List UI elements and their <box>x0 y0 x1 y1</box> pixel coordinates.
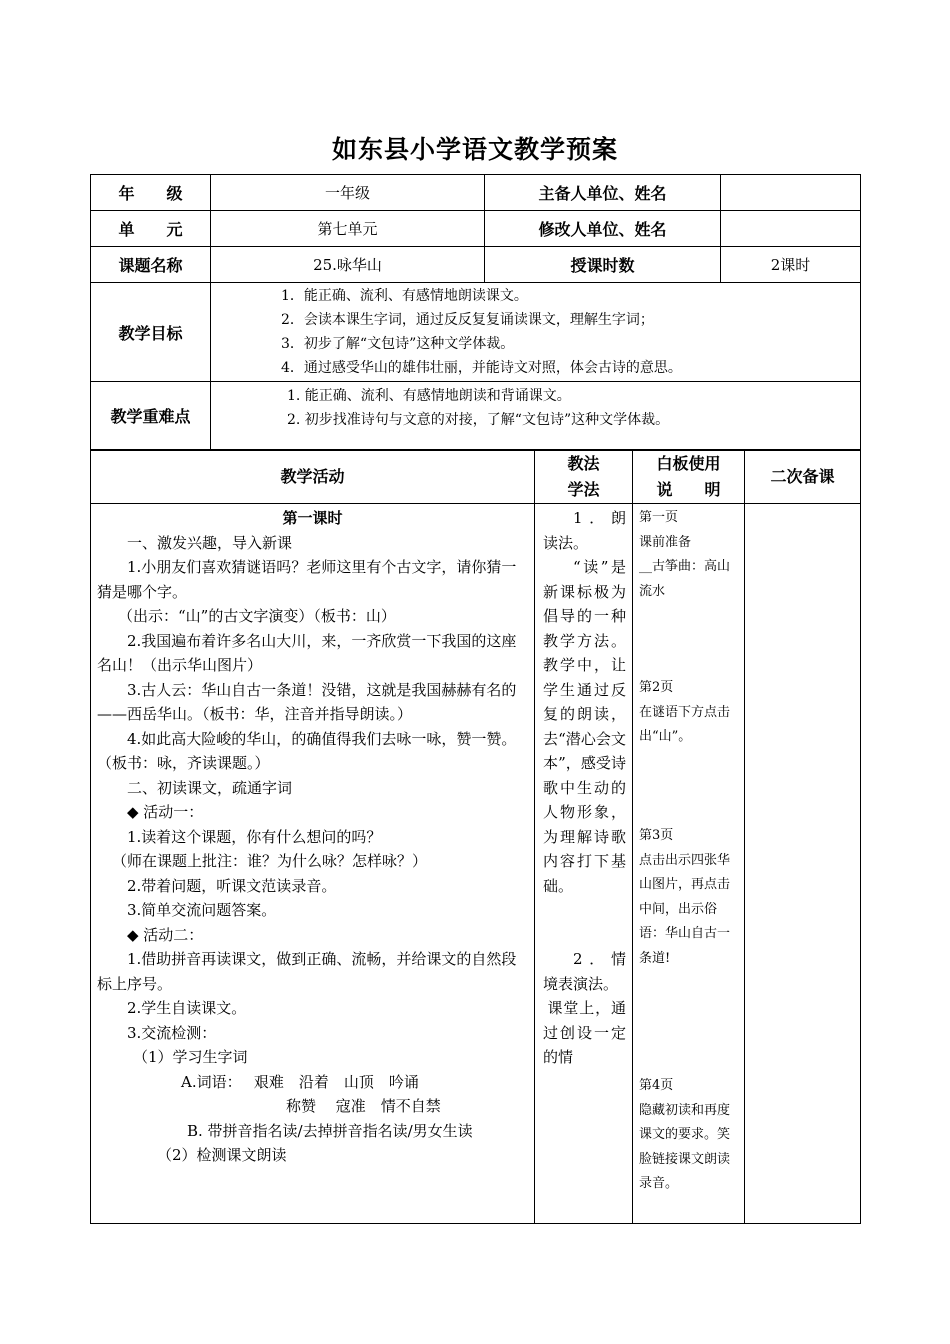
wb-page: 第一页 <box>639 510 679 525</box>
lesson-heading: 第一课时 <box>282 509 343 527</box>
activity-line: 称赞 寇准 情不自禁 <box>286 1097 441 1115</box>
activity-line: B. 带拼音指名读/去掉拼音指名读/男女生读 <box>187 1121 473 1140</box>
header-second: 二次备课 <box>745 451 861 504</box>
second-prep-cell <box>745 504 861 1224</box>
whiteboard-note <box>639 824 740 1074</box>
reviser-label: 修改人单位、姓名 <box>485 211 721 247</box>
wb-line: 隐藏初读和再度课文的要求。笑脸链接课文朗读录音。 <box>639 1102 731 1191</box>
info-table <box>90 174 861 450</box>
goal-item: 1．能正确、流利、有感情地朗读课文。 <box>281 288 528 304</box>
key-item: 2. 初步找准诗句与文意的对接，了解“文包诗”这种文学体裁。 <box>287 412 670 428</box>
key-item: 1. 能正确、流利、有感情地朗读和背诵课文。 <box>287 388 571 404</box>
reviser-value <box>721 211 861 247</box>
activity-line: 1.小朋友们喜欢猜谜语吗？老师这里有个古文字，请你猜一猜是哪个字。 <box>97 558 517 601</box>
grade-label: 年 级 <box>91 175 211 211</box>
goal-item: 2．会读本课生字词，通过反反复复诵读课文，理解生字词； <box>281 312 654 328</box>
activity-line: 1.读着这个课题，你有什么想问的吗？ <box>127 827 382 846</box>
page-title: 如东县小学语文教学预案 <box>331 135 618 164</box>
activity-line: ◆ 活动二： <box>127 925 204 944</box>
preparer-value <box>721 175 861 211</box>
wb-line: 在谜语下方点击出“山”。 <box>639 704 731 744</box>
grade-value: 一年级 <box>211 175 485 211</box>
unit-value: 第七单元 <box>211 211 485 247</box>
section-heading: 一、激发兴趣，导入新课 <box>127 533 293 552</box>
activity-line: 2.我国遍布着许多名山大川，来，一齐欣赏一下我国的这座名山！（出示华山图片） <box>97 631 517 674</box>
goals-label: 教学目标 <box>91 283 211 382</box>
whiteboard-cell <box>633 504 745 1224</box>
preparer-label: 主备人单位、姓名 <box>485 175 721 211</box>
whiteboard-note <box>639 506 740 676</box>
whiteboard-note <box>639 1074 740 1197</box>
header-activity: 教学活动 <box>91 451 535 504</box>
section-heading: 二、初读课文，疏通字词 <box>127 778 293 797</box>
activity-line: 2.带着问题，听课文范读录音。 <box>127 876 337 895</box>
activity-line: 4.如此高大险峻的华山，的确值得我们去咏一咏，赞一赞。（板书：咏，齐读课题。） <box>97 729 517 772</box>
plan-table <box>90 450 861 1224</box>
unit-label: 单 元 <box>91 211 211 247</box>
activity-line: 3.简单交流问题答案。 <box>127 901 277 919</box>
keys-list <box>211 382 861 450</box>
method-title: 1．朗读法。 <box>543 509 626 552</box>
method-title: 2．情境表演法。 <box>543 950 626 993</box>
method-cell <box>535 504 633 1224</box>
method-desc: “读”是新课标极为倡导的一种教学方法。教学中，让学生通过反复的朗读，去“潜心会文本”，感受诗歌中生动的人物形象，为理解诗歌内容打下基础。 <box>543 558 626 895</box>
hours-value: 2课时 <box>721 247 861 283</box>
activity-line: ◆ 活动一： <box>127 803 204 821</box>
wb-line: 点击出示四张华山图片，再点击中间，出示俗语：华山自古一条道! <box>639 852 731 966</box>
goal-item: 3．初步了解“文包诗”这种文学体裁。 <box>281 336 515 352</box>
activity-line: （2）检测课文朗读 <box>157 1146 287 1164</box>
activity-line: （1）学习生字词 <box>133 1048 248 1066</box>
keys-label: 教学重难点 <box>91 382 211 450</box>
goal-item: 4．通过感受华山的雄伟壮丽，并能诗文对照，体会古诗的意思。 <box>281 360 682 376</box>
lesson-label: 课题名称 <box>91 247 211 283</box>
activity-cell <box>91 504 535 1224</box>
wb-line: 课前准备 <box>639 534 692 550</box>
activity-line: （师在课题上批注：谁？为什么咏？怎样咏？） <box>112 852 428 870</box>
hours-label: 授课时数 <box>485 247 721 283</box>
wb-page: 第4页 <box>639 1078 674 1093</box>
activity-line: 3.交流检测： <box>127 1023 217 1042</box>
activity-line: （出示：“山”的古文字演变）（板书：山） <box>118 607 396 625</box>
activity-line: 2.学生自读课文。 <box>127 999 247 1017</box>
activity-line: 1.借助拼音再读课文，做到正确、流畅，并给课文的自然段标上序号。 <box>97 950 517 993</box>
method-desc: 课堂上，通过创设一定的情 <box>543 999 626 1066</box>
whiteboard-note <box>639 676 740 824</box>
goals-list <box>211 283 861 382</box>
wb-page: 第2页 <box>639 680 674 695</box>
header-whiteboard: 白板使用 说 明 <box>633 451 745 504</box>
header-method: 教法 学法 <box>535 451 633 504</box>
wb-line: __古筝曲：高山流水 <box>639 559 731 599</box>
wb-page: 第3页 <box>639 828 674 843</box>
lesson-value: 25.咏华山 <box>211 247 485 283</box>
activity-line: A.词语： 艰难 沿着 山顶 吟诵 <box>181 1072 419 1091</box>
activity-line: 3.古人云：华山自古一条道！没错，这就是我国赫赫有名的——西岳华山。（板书：华，注音并指导朗读。） <box>97 680 517 723</box>
